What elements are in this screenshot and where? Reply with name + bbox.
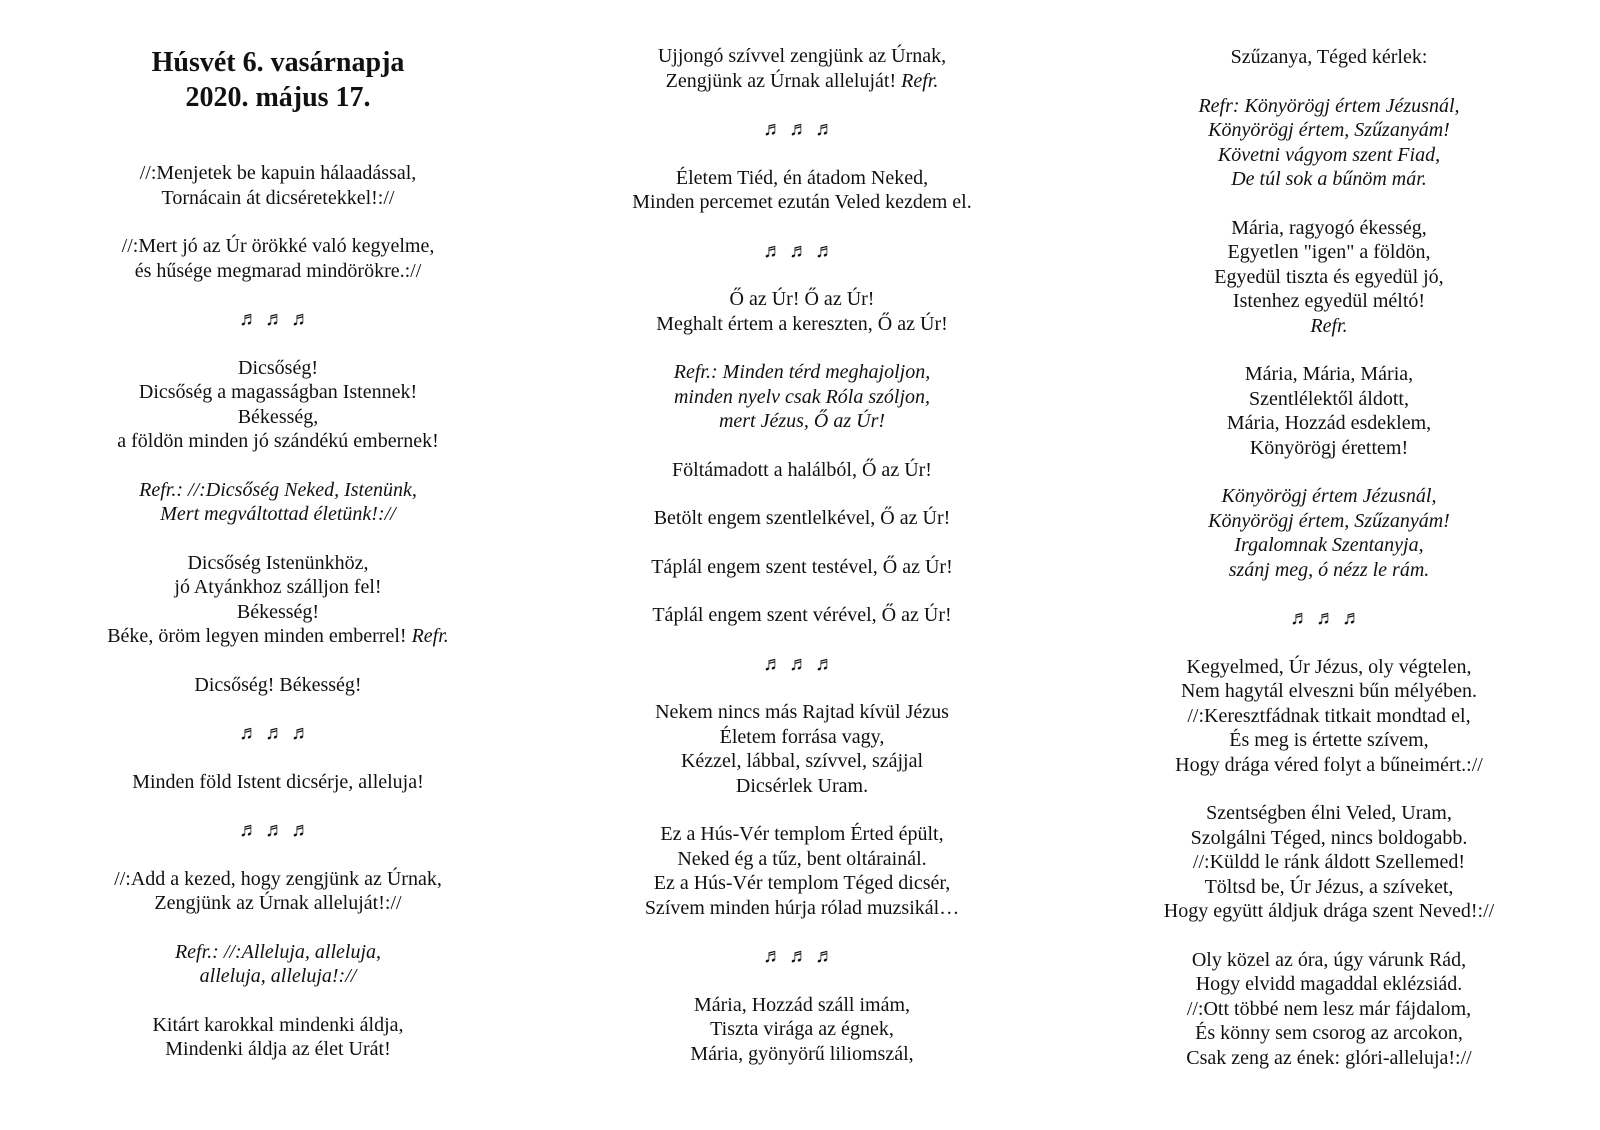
lyric-line bbox=[1099, 45, 1559, 70]
lyric-line bbox=[48, 551, 508, 576]
lyric-text: És meg is értette szívem, bbox=[1229, 729, 1429, 751]
verse-stanza bbox=[48, 234, 508, 283]
lyric-text: Tornácain át dicséretekkel!:// bbox=[161, 186, 395, 209]
lyric-line bbox=[1099, 362, 1559, 387]
verse-stanza bbox=[572, 555, 1032, 580]
lyric-text: Dicsérlek Uram. bbox=[735, 774, 869, 797]
lyric-line bbox=[1099, 1021, 1559, 1046]
lyric-line bbox=[572, 506, 1032, 531]
lyric-line bbox=[48, 964, 508, 989]
refrain-stanza bbox=[1099, 94, 1559, 192]
lyric-text: minden nyelv csak Róla szóljon, bbox=[673, 385, 931, 408]
lyric-line bbox=[48, 575, 508, 600]
lyric-text: Minden föld Istent dicsérje, alleluja! bbox=[132, 770, 424, 793]
lyric-line bbox=[572, 871, 1032, 896]
lyric-text: Követni vágyom szent Fiad, bbox=[1217, 143, 1441, 166]
lyric-text: Könyörögj értem Jézusnál, bbox=[1221, 485, 1437, 507]
lyric-text: Ez a Hús-Vér templom Téged dicsér, bbox=[653, 872, 951, 894]
column-1-blocks bbox=[48, 161, 508, 1062]
lyric-text: Dicsőség! Békesség! bbox=[194, 673, 362, 696]
lyric-line bbox=[572, 822, 1032, 847]
lyric-line bbox=[572, 458, 1032, 483]
music-notes-icon: ♬♬♬ bbox=[1290, 607, 1368, 629]
lyric-line bbox=[1099, 240, 1559, 265]
column-1 bbox=[48, 45, 508, 1086]
lyric-line bbox=[1099, 728, 1559, 753]
lyric-text: Neked ég a tűz, bent oltárainál. bbox=[677, 847, 927, 870]
lyric-text: Kitárt karokkal mindenki áldja, bbox=[152, 1013, 404, 1036]
column-2 bbox=[572, 44, 1032, 1090]
music-notes-icon: ♬♬♬ bbox=[763, 118, 841, 140]
lyric-line bbox=[572, 1042, 1032, 1067]
verse-stanza bbox=[572, 166, 1032, 215]
lyric-line bbox=[572, 749, 1032, 774]
lyric-line bbox=[572, 360, 1032, 385]
verse-stanza bbox=[572, 603, 1032, 628]
lyric-line bbox=[48, 940, 508, 965]
refrain-stanza bbox=[572, 360, 1032, 434]
lyric-text: és hűsége megmarad mindörökre.:// bbox=[134, 259, 422, 282]
verse-stanza bbox=[1099, 216, 1559, 339]
verse-stanza bbox=[48, 1013, 508, 1062]
verse-stanza bbox=[48, 161, 508, 210]
lyric-text: Meghalt értem a kereszten, Ő az Úr! bbox=[656, 312, 948, 335]
verse-stanza bbox=[572, 506, 1032, 531]
lyric-line bbox=[1099, 289, 1559, 314]
lyric-line bbox=[48, 770, 508, 795]
music-notes-icon: ♬♬♬ bbox=[239, 308, 317, 330]
lyric-text: Zengjünk az Úrnak alleluját! bbox=[665, 69, 902, 92]
verse-stanza bbox=[1099, 655, 1559, 778]
lyric-line bbox=[1099, 850, 1559, 875]
lyric-line bbox=[1099, 411, 1559, 436]
lyric-text: Mária, Hozzád száll imám, bbox=[693, 993, 911, 1016]
verse-stanza bbox=[1099, 45, 1559, 70]
music-notes-icon: ♬♬♬ bbox=[763, 652, 841, 675]
lyric-text: a földön minden jó szándékú embernek! bbox=[117, 430, 439, 452]
lyric-line bbox=[1099, 1046, 1559, 1071]
refrain-stanza bbox=[1099, 484, 1559, 582]
lyric-line bbox=[48, 1037, 508, 1062]
lyric-line bbox=[1099, 94, 1559, 119]
lyric-line bbox=[1099, 265, 1559, 290]
lyric-line bbox=[572, 1017, 1032, 1042]
lyric-line bbox=[572, 44, 1032, 69]
title-line-1: Húsvét 6. vasárnapja bbox=[151, 47, 405, 78]
lyric-text: Zengjünk az Úrnak alleluját!:// bbox=[154, 892, 402, 914]
music-notes-icon: ♬♬♬ bbox=[239, 722, 317, 744]
column-3-blocks bbox=[1099, 45, 1559, 1070]
lyric-text: Szívem minden húrja rólad muzsikál… bbox=[644, 896, 960, 919]
lyric-line bbox=[1099, 826, 1559, 851]
verse-stanza bbox=[572, 822, 1032, 920]
lyric-text: Táplál engem szent testével, Ő az Úr! bbox=[651, 555, 953, 578]
lyric-text: Oly közel az óra, úgy várunk Rád, bbox=[1191, 948, 1467, 971]
lyric-text: Dicsőség! bbox=[238, 356, 318, 379]
lyric-line bbox=[1099, 533, 1559, 558]
lyric-text: Mert megváltottad életünk!:// bbox=[160, 503, 396, 525]
lyric-text: alleluja, alleluja!:// bbox=[199, 965, 357, 987]
lyric-line bbox=[1099, 509, 1559, 534]
music-notes-icon: ♬♬♬ bbox=[239, 819, 317, 841]
lyric-line bbox=[48, 891, 508, 916]
lyric-line bbox=[572, 190, 1032, 215]
lyric-line bbox=[1099, 948, 1559, 973]
verse-stanza bbox=[48, 867, 508, 916]
lyric-text: Könyörögj értem, Szűzanyám! bbox=[1208, 509, 1450, 532]
lyric-text: Betölt engem szentlelkével, Ő az Úr! bbox=[653, 507, 951, 529]
lyric-text: Szűzanya, Téged kérlek: bbox=[1230, 46, 1428, 68]
lyric-text: //:Menjetek be kapuin hálaadással, bbox=[139, 162, 417, 184]
verse-stanza bbox=[572, 993, 1032, 1067]
lyric-line bbox=[48, 478, 508, 503]
verse-stanza bbox=[572, 287, 1032, 336]
lyric-text: Refr.: Minden térd meghajoljon, bbox=[673, 361, 931, 383]
lyric-text: Békesség! bbox=[236, 600, 320, 623]
lyric-line bbox=[48, 1013, 508, 1038]
music-notes-icon: ♬♬♬ bbox=[763, 239, 841, 262]
lyric-text: Dicsőség a magasságban Istennek! bbox=[138, 381, 418, 403]
lyric-line bbox=[48, 867, 508, 892]
lyric-line bbox=[1099, 143, 1559, 168]
lyric-line bbox=[1099, 801, 1559, 826]
lyric-text: //:Ott többé nem lesz már fájdalom, bbox=[1186, 997, 1472, 1020]
column-3 bbox=[1099, 45, 1559, 1094]
lyric-text: Ujjongó szívvel zengjünk az Úrnak, bbox=[657, 45, 947, 67]
lyric-line bbox=[572, 385, 1032, 410]
lyric-text: Nem hagytál elveszni bűn mélyében. bbox=[1180, 680, 1477, 702]
lyric-text: Ő az Úr! Ő az Úr! bbox=[729, 288, 875, 310]
lyric-text: Életem forrása vagy, bbox=[719, 725, 885, 748]
lyric-line bbox=[1099, 558, 1559, 583]
lyric-text: //:Keresztfádnak titkait mondtad el, bbox=[1187, 704, 1471, 727]
lyric-text: Életem Tiéd, én átadom Neked, bbox=[675, 166, 929, 189]
lyric-line bbox=[572, 69, 1032, 94]
music-notes-icon: ♬♬♬ bbox=[763, 945, 841, 967]
lyric-text: Egyetlen "igen" a földön, bbox=[1227, 241, 1431, 263]
lyric-line bbox=[572, 993, 1032, 1018]
lyric-text: Szolgálni Téged, nincs boldogabb. bbox=[1190, 826, 1468, 849]
verse-stanza bbox=[48, 770, 508, 795]
lyric-text: Mária, Hozzád esdeklem, bbox=[1226, 412, 1432, 434]
lyric-text: jó Atyánkhoz szálljon fel! bbox=[174, 576, 382, 598]
verse-stanza bbox=[1099, 801, 1559, 924]
lyric-line bbox=[572, 312, 1032, 337]
verse-stanza bbox=[572, 700, 1032, 798]
lyric-line bbox=[48, 380, 508, 405]
lyric-line bbox=[48, 600, 508, 625]
verse-stanza bbox=[1099, 948, 1559, 1071]
lyric-line bbox=[1099, 875, 1559, 900]
lyric-line bbox=[1099, 972, 1559, 997]
lyric-text: Könyörögj érettem! bbox=[1249, 436, 1409, 459]
lyric-text: Kézzel, lábbal, szívvel, szájjal bbox=[680, 750, 924, 772]
lyric-text: Refr.: //:Alleluja, alleluja, bbox=[174, 940, 382, 963]
lyric-line bbox=[572, 166, 1032, 191]
lyric-line bbox=[1099, 899, 1559, 924]
lyric-text: //:Add a kezed, hogy zengjünk az Úrnak, bbox=[114, 867, 442, 890]
lyric-line bbox=[48, 259, 508, 284]
lyric-text: Mária, Mária, Mária, bbox=[1244, 363, 1414, 385]
lyric-line bbox=[48, 405, 508, 430]
lyric-text: Csak zeng az ének: glóri-alleluja!:// bbox=[1186, 1046, 1472, 1069]
lyric-line bbox=[572, 725, 1032, 750]
lyric-text: //:Küldd le ránk áldott Szellemed! bbox=[1192, 851, 1466, 873]
lyric-line bbox=[572, 409, 1032, 434]
lyric-text: Föltámadott a halálból, Ő az Úr! bbox=[672, 458, 932, 481]
verse-stanza bbox=[48, 551, 508, 649]
lyric-line bbox=[1099, 997, 1559, 1022]
refrain-stanza bbox=[48, 940, 508, 989]
lyric-text: Refr: Könyörögj értem Jézusnál, bbox=[1198, 94, 1460, 117]
lyric-line bbox=[1099, 704, 1559, 729]
lyric-line bbox=[48, 624, 508, 649]
lyric-text: Mindenki áldja az élet Urát! bbox=[165, 1038, 391, 1060]
lyric-line bbox=[48, 429, 508, 454]
lyric-text: Könyörögj értem, Szűzanyám! bbox=[1208, 119, 1450, 141]
lyric-text: Mária, gyönyörű liliomszál, bbox=[690, 1042, 914, 1065]
lyric-text: Béke, öröm legyen minden emberrel! bbox=[107, 625, 412, 647]
lyric-text: Nekem nincs más Rajtad kívül Jézus bbox=[655, 701, 949, 723]
verse-stanza bbox=[572, 44, 1032, 93]
lyric-text: Istenhez egyedül méltó! bbox=[1232, 290, 1426, 312]
lyric-text: Kegyelmed, Úr Jézus, oly végtelen, bbox=[1186, 655, 1472, 678]
lyric-line bbox=[48, 356, 508, 381]
refrain-marker: Refr. bbox=[411, 625, 449, 647]
lyric-line bbox=[1099, 436, 1559, 461]
lyric-text: szánj meg, ó nézz le rám. bbox=[1228, 558, 1430, 581]
lyric-line bbox=[1099, 387, 1559, 412]
lyric-line bbox=[1099, 655, 1559, 680]
lyric-text: Hogy drága véred folyt a bűneimért.:// bbox=[1175, 753, 1483, 776]
lyric-line bbox=[1099, 118, 1559, 143]
lyric-text: Irgalomnak Szentanyja, bbox=[1234, 534, 1424, 556]
verse-stanza bbox=[1099, 362, 1559, 460]
lyric-text: Szentlélektől áldott, bbox=[1249, 387, 1409, 410]
lyric-text: Békesség, bbox=[237, 405, 319, 428]
lyric-line bbox=[48, 502, 508, 527]
verse-stanza bbox=[48, 356, 508, 454]
lyric-text: Táplál engem szent vérével, Ő az Úr! bbox=[652, 604, 952, 626]
lyric-line bbox=[572, 774, 1032, 799]
lyric-text: Tiszta virága az égnek, bbox=[710, 1018, 894, 1040]
lyric-line bbox=[1099, 167, 1559, 192]
lyric-line bbox=[572, 287, 1032, 312]
lyric-line bbox=[572, 896, 1032, 921]
verse-stanza bbox=[48, 673, 508, 698]
lyric-text: Refr.: //:Dicsőség Neked, Istenünk, bbox=[139, 478, 417, 501]
lyric-line bbox=[1099, 753, 1559, 778]
lyric-text: Minden percemet ezután Veled kezdem el. bbox=[632, 191, 972, 213]
lyric-line bbox=[48, 161, 508, 186]
lyric-text: Ez a Hús-Vér templom Érted épült, bbox=[660, 823, 944, 845]
lyric-text: Hogy együtt áldjuk drága szent Neved!:// bbox=[1163, 900, 1495, 922]
lyric-line bbox=[48, 234, 508, 259]
lyric-line bbox=[48, 186, 508, 211]
lyric-text: mert Jézus, Ő az Úr! bbox=[718, 410, 886, 432]
lyric-text: Mária, ragyogó ékesség, bbox=[1231, 216, 1427, 239]
lyric-text: De túl sok a bűnöm már. bbox=[1231, 168, 1427, 190]
lyric-text: És könny sem csorog az arcokon, bbox=[1195, 1022, 1463, 1044]
lyric-text: Töltsd be, Úr Jézus, a szíveket, bbox=[1204, 875, 1454, 898]
lyric-text: Egyedül tiszta és egyedül jó, bbox=[1214, 265, 1444, 288]
page-title bbox=[48, 45, 508, 115]
lyric-text: //:Mert jó az Úr örökké való kegyelme, bbox=[121, 235, 435, 257]
lyric-text: Szentségben élni Veled, Uram, bbox=[1206, 802, 1452, 824]
lyric-line bbox=[572, 700, 1032, 725]
refrain-stanza bbox=[48, 478, 508, 527]
refrain-marker: Refr. bbox=[1310, 314, 1348, 337]
lyric-line bbox=[572, 603, 1032, 628]
lyric-text: Hogy elvidd magaddal eklézsiád. bbox=[1195, 973, 1463, 995]
title-line-2: 2020. május 17. bbox=[185, 82, 371, 113]
verse-stanza bbox=[572, 458, 1032, 483]
refrain-marker: Refr. bbox=[901, 69, 939, 92]
lyric-line bbox=[48, 673, 508, 698]
column-2-blocks bbox=[572, 44, 1032, 1066]
lyric-line bbox=[1099, 484, 1559, 509]
lyric-line bbox=[572, 555, 1032, 580]
lyric-line bbox=[1099, 216, 1559, 241]
lyric-line bbox=[1099, 679, 1559, 704]
lyric-line bbox=[572, 847, 1032, 872]
lyric-text: Dicsőség Istenünkhöz, bbox=[187, 551, 369, 574]
